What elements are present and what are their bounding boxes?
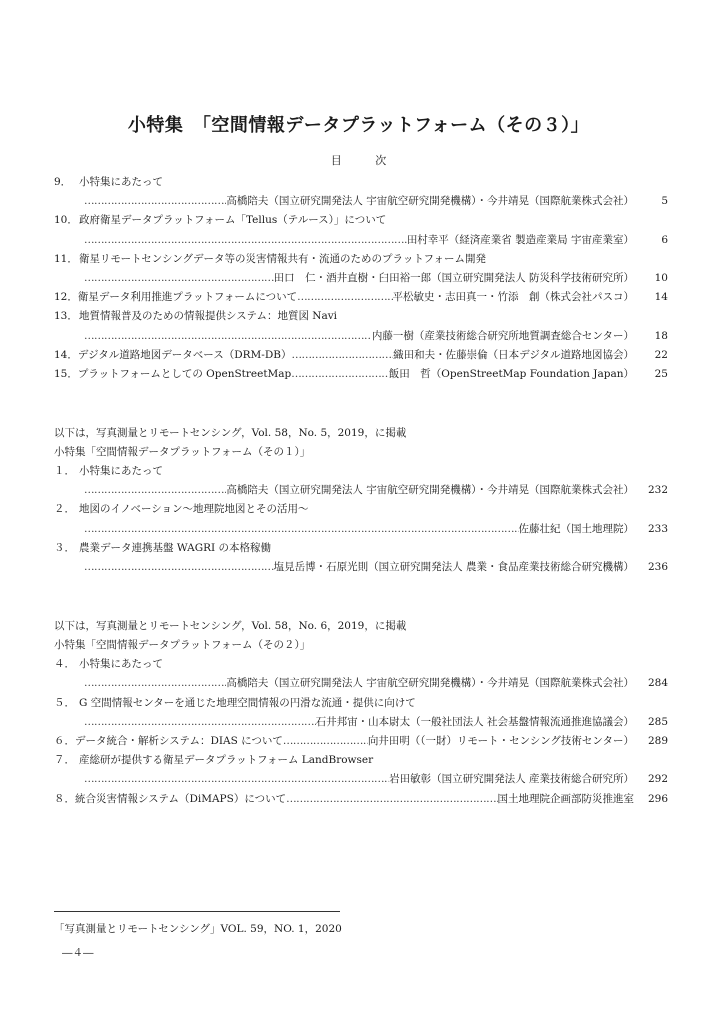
entry-number: １． [54, 465, 75, 478]
toc-entry-line [54, 732, 668, 751]
entry-number: ５． [54, 696, 75, 709]
dot-leader [84, 770, 389, 789]
entry-title: 産総研が提供する衛星データプラットフォーム LandBrowser [79, 754, 374, 767]
entry-title: プラットフォームとしての OpenStreetMap [77, 367, 292, 380]
dot-leader [84, 269, 274, 288]
dot-leader [286, 790, 497, 809]
entry-page: 296 [647, 792, 668, 805]
toc-entry [54, 751, 668, 789]
entry-title: 統合災害情報システム（DiMAPS）について [75, 792, 287, 805]
entry-author: 高橋陪夫（国立研究開発法人 宇宙航空研究開発機構）・今井靖晃（国際航業株式会社） [226, 677, 634, 690]
entry-page: 22 [654, 348, 668, 361]
toc-entry-title-line [54, 173, 668, 192]
entry-page: 232 [647, 484, 668, 497]
entry-page: 289 [647, 734, 668, 747]
toc-entry-title-line [54, 250, 668, 269]
part2-block [54, 617, 668, 809]
toc-entry-author-line [54, 770, 668, 789]
entry-page: 14 [654, 291, 668, 304]
toc-entry-title-line [54, 307, 668, 326]
entry-title: 小特集にあたって [79, 658, 163, 671]
entry-number: ６． [54, 734, 75, 747]
entry-author: 佐藤壮紀（国土地理院） [518, 522, 634, 535]
entry-author: 岩田敏彰（国立研究開発法人 産業技術総合研究所） [389, 773, 634, 786]
dot-leader [84, 520, 519, 539]
dot-leader [283, 732, 368, 751]
toc-entry-title-line [54, 751, 668, 770]
entry-title: 衛星データ利用推進プラットフォームについて [77, 291, 298, 304]
entry-title: 農業データ連携基盤 WAGRI の本格稼働 [79, 541, 271, 554]
toc-entry-title-line [54, 500, 668, 519]
toc-entry [54, 539, 668, 577]
entry-title: データ統合・解析システム：DIAS について [75, 734, 283, 747]
part1-list [54, 462, 668, 577]
toc-entry-line [54, 346, 668, 365]
entry-author: 飯田 哲（OpenStreetMap Foundation Japan） [388, 367, 634, 380]
entry-author: 石井邦宙・山本尉太（一般社団法人 社会基盤情報流通推進協議会） [315, 715, 634, 728]
entry-title: 政府衛星データプラットフォーム「Tellus（テルース）」について [79, 214, 387, 227]
dot-leader [84, 327, 372, 346]
page-title: 小特集 「空間情報データプラットフォーム（その３）」 [127, 115, 590, 136]
dot-leader [84, 558, 274, 577]
toc-entry-author-line [54, 192, 668, 211]
entry-title: G 空間情報センターを通じた地理空間情報の円滑な流通・提供に向けて [79, 696, 416, 709]
toc-entry [54, 694, 668, 732]
dot-leader [84, 231, 407, 250]
entry-author: 田村幸平（経済産業省 製造産業局 宇宙産業室） [406, 233, 634, 246]
entry-title: 地図のイノベーション～地理院地図とその活用～ [79, 503, 309, 516]
toc-entry-title-line [54, 539, 668, 558]
toc-entry [54, 288, 668, 307]
entry-author: 内藤一樹（産業技術総合研究所地質調査総合センター） [371, 329, 634, 342]
entry-number: 15． [54, 367, 78, 380]
footer-journal: 「写真測量とリモートセンシング」VOL. 59，NO. 1，2020 [54, 923, 342, 935]
entry-author: 平松敏史・志田真一・竹添 創（株式会社パスコ） [392, 291, 634, 304]
toc-entry-title-line [54, 694, 668, 713]
entry-number: 14． [54, 348, 78, 361]
entry-author: 高橋陪夫（国立研究開発法人 宇宙航空研究開発機構）・今井靖晃（国際航業株式会社） [226, 484, 634, 497]
toc-entry-title-line [54, 655, 668, 674]
entry-number: 13． [54, 310, 78, 323]
entry-number: ４． [54, 658, 75, 671]
toc-entry [54, 173, 668, 211]
entry-page: 292 [647, 773, 668, 786]
entry-title: デジタル道路地図データベース（DRM-DB） [77, 348, 292, 361]
entry-page: 18 [654, 329, 668, 342]
toc-entry [54, 500, 668, 538]
current-issue-list [54, 173, 668, 384]
toc-entry [54, 655, 668, 693]
dot-leader [291, 346, 393, 365]
dot-leader [84, 192, 226, 211]
toc-entry-author-line [54, 327, 668, 346]
toc-entry-author-line [54, 231, 668, 250]
part2-subtitle: 小特集「空間情報データプラットフォーム（その２）」 [54, 639, 311, 652]
toc-entry-author-line [54, 713, 668, 732]
entry-title: 小特集にあたって [79, 176, 163, 188]
entry-number: 11． [54, 252, 78, 265]
entry-author: 織田和夫・佐藤崇倫（日本デジタル道路地図協会） [393, 348, 634, 361]
part1-block [54, 424, 668, 577]
toc-entry-line [54, 790, 668, 809]
toc-entry [54, 365, 668, 384]
entry-page: 284 [647, 677, 668, 690]
entry-number: ２． [54, 503, 75, 516]
entry-number: 12． [54, 291, 78, 304]
toc-entry [54, 307, 668, 345]
entry-author: 塩見岳博・石原光則（国立研究開発法人 農業・食品産業技術総合研究機構） [273, 561, 634, 573]
entry-number: ８． [54, 792, 75, 805]
toc-entry-author-line [54, 674, 668, 693]
entry-page: 25 [654, 367, 668, 380]
entry-number: 9． [54, 176, 72, 188]
toc-entry-author-line [54, 269, 668, 288]
toc-entry [54, 346, 668, 365]
toc-entry-line [54, 365, 668, 384]
toc-entry [54, 790, 668, 809]
toc-entry-title-line [54, 211, 668, 230]
entry-page: 285 [647, 715, 668, 728]
entry-author: 田口 仁・酒井直樹・臼田裕一郎（国立研究開発法人 防災科学技術研究所） [273, 271, 634, 284]
entry-number: ７． [54, 754, 75, 767]
toc-entry-author-line [54, 520, 668, 539]
part1-subtitle: 小特集「空間情報データプラットフォーム（その１）」 [54, 446, 311, 459]
table-of-contents [54, 173, 668, 809]
part2-list [54, 655, 668, 809]
part2-intro: 以下は，写真測量とリモートセンシング，Vol. 58，No. 6，2019，に掲載 [54, 620, 407, 633]
toc-entry [54, 250, 668, 288]
toc-entry-author-line [54, 558, 668, 577]
entry-author: 国土地理院企画部防災推進室 [497, 792, 634, 805]
entry-title: 小特集にあたって [79, 465, 163, 478]
entry-page: 5 [661, 195, 668, 208]
entry-page: 236 [647, 561, 668, 573]
part1-intro: 以下は，写真測量とリモートセンシング，Vol. 58，No. 5，2019，に掲載 [54, 427, 407, 440]
entry-author: 向井田明（（一財）リモート・センシング技術センター） [367, 734, 634, 747]
entry-page: 10 [654, 271, 668, 284]
entry-number: ３． [54, 541, 75, 554]
entry-number: 10． [54, 214, 78, 227]
entry-author: 高橋陪夫（国立研究開発法人 宇宙航空研究開発機構）・今井靖晃（国際航業株式会社） [226, 195, 634, 208]
toc-entry [54, 732, 668, 751]
toc-entry-line [54, 288, 668, 307]
dot-leader [297, 288, 392, 307]
toc-entry [54, 211, 668, 249]
entry-page: 6 [661, 233, 668, 246]
dot-leader [84, 713, 316, 732]
entry-title: 地質情報普及のための情報提供システム：地質図 Navi [79, 310, 338, 323]
toc-entry-author-line [54, 481, 668, 500]
entry-title: 衛星リモートセンシングデータ等の災害情報共有・流通のためのプラットフォーム開発 [79, 252, 486, 265]
toc-heading: 目 次 [330, 154, 387, 167]
footer-page-number: ―４― [62, 947, 94, 959]
dot-leader [84, 481, 226, 500]
footer-rule [54, 911, 340, 912]
toc-entry-title-line [54, 462, 668, 481]
toc-entry [54, 462, 668, 500]
dot-leader [291, 365, 389, 384]
dot-leader [84, 674, 226, 693]
entry-page: 233 [647, 522, 668, 535]
